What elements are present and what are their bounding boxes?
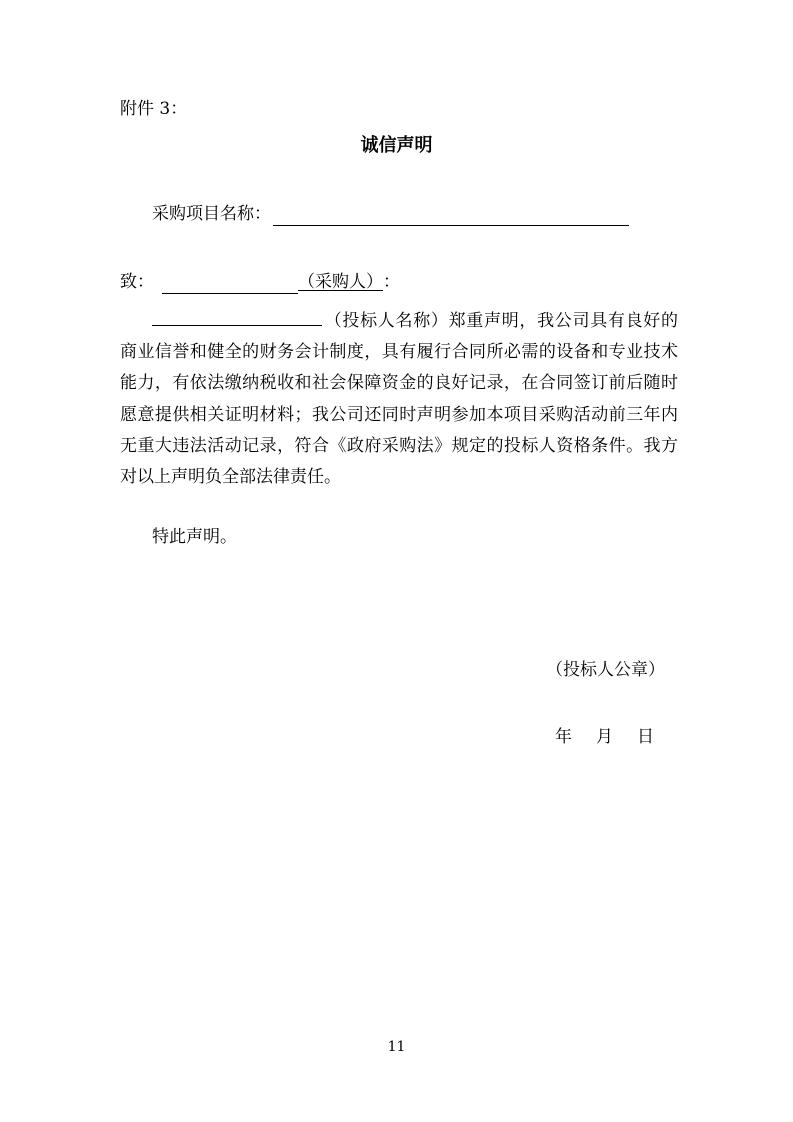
closing-text: 特此声明。 bbox=[152, 527, 237, 547]
project-name-label: 采购项目名称： bbox=[152, 204, 271, 224]
project-name-line bbox=[152, 202, 629, 226]
seal-label: （投标人公章） bbox=[546, 660, 665, 680]
addressee-line bbox=[120, 270, 400, 294]
page-number: 11 bbox=[387, 1039, 406, 1055]
attachment-label: 附件 3： bbox=[120, 99, 188, 119]
project-name-blank bbox=[273, 207, 629, 226]
date-line bbox=[555, 725, 654, 749]
purchaser-blank bbox=[162, 275, 298, 294]
statement-text: 郑重声明，我公司具有良好的商业信誉和健全的财务会计制度，具有履行合同所必需的设备和专业技术能力，有依法缴纳税收和社会保障资金的良好记录，在合同签订前后随时愿意提供相关证明材料；我公司还同时声明参加本项目采购活动前三年内无重大违法活动记录，符合《政府采购法》规定的投标人资格条件。我方对以上声明负全部法律责任。 bbox=[120, 311, 679, 488]
to-suffix: ： bbox=[383, 272, 400, 292]
document-title: 诚信声明 bbox=[360, 135, 433, 156]
date-month: 月 bbox=[596, 727, 613, 747]
statement-paragraph bbox=[120, 306, 678, 493]
purchaser-tag: （采购人） bbox=[298, 272, 383, 292]
bidder-name-blank bbox=[152, 311, 322, 326]
statement-body bbox=[120, 306, 678, 493]
to-label: 致： bbox=[120, 272, 154, 292]
bidder-tag: （投标人名称） bbox=[324, 311, 449, 331]
date-year: 年 bbox=[555, 727, 572, 747]
date-day: 日 bbox=[637, 727, 654, 747]
